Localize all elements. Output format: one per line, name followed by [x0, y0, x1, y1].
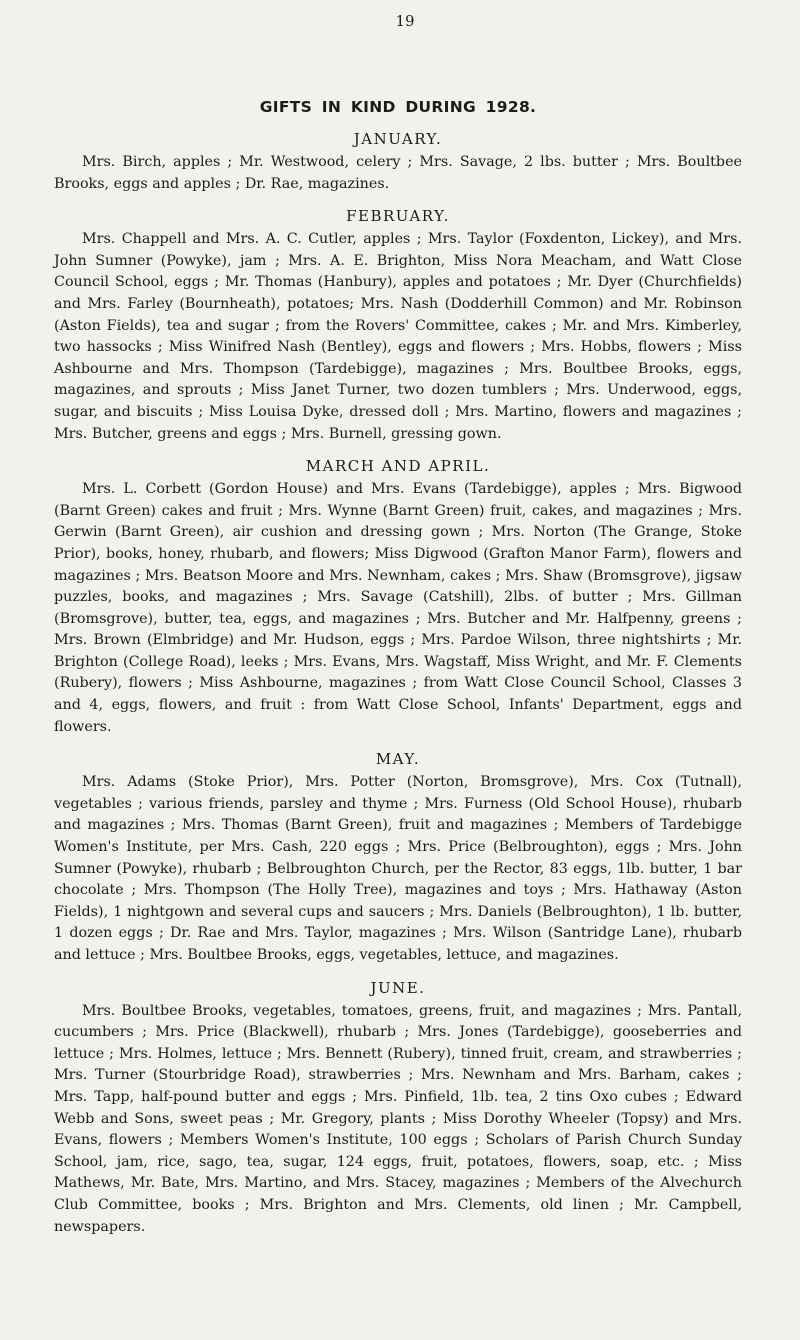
section-paragraph: Mrs. Boultbee Brooks, vegetables, tomatoes, greens, fruit, and magazines ; Mrs. Pantall, cucumbers ; Mrs. Price (Blackwell), rhubarb ; Mrs. Jones (Tardebigge), gooseberries and lettuce ; Mrs. Holmes, lettuce ; Mrs. Bennett (Rubery), tinned fruit, cream, and strawberries ; Mrs. Turner (Stourbridge Road), strawberries ; Mrs. Newnham and Mrs. Barham, cakes ; Mrs. Tapp, half-pound butter and eggs ; Mrs. Pinfield, 1lb. tea, 2 tins Oxo cubes ; Edward Webb and Sons, sweet peas ; Mr. Gregory, plants ; Miss Dorothy Wheeler (Topsy) and Mrs. Evans, flowers ; Members Women's Institute, 100 eggs ; Scholars of Parish Church Sunday School, jam, rice, sago, tea, sugar, 124 eggs, fruit, potatoes, flowers, soap, etc. ; Miss Mathews, Mr. Bate, Mrs. Martino, and Mrs. Stacey, magazines ; Members of the Alvechurch Club Committee, books ; Mrs. Brighton and Mrs. Clements, old linen ; Mr. Campbell, newspapers. [54, 1002, 742, 1235]
section-heading: MAY. [375, 750, 421, 769]
section-paragraph: Mrs. Birch, apples ; Mr. Westwood, celery ; Mrs. Savage, 2 lbs. butter ; Mrs. Boultbee Brooks, eggs and apples ; Dr. Rae, magazines. [54, 154, 742, 192]
page-number: 19 [395, 12, 415, 30]
section-heading: FEBRUARY. [346, 207, 450, 226]
section-heading: MARCH AND APRIL. [305, 457, 491, 476]
section-paragraph: Mrs. Chappell and Mrs. A. C. Cutler, apples ; Mrs. Taylor (Foxdenton, Lickey), and Mrs. John Sumner (Powyke), jam ; Mrs. A. E. Brighton, Miss Nora Meacham, and Watt Close Council School, eggs ; Mr. Thomas (Hanbury), apples and potatoes ; Mr. Dyer (Churchfields) and Mrs. Farley (Bournheath), potatoes; Mrs. Nash (Dodderhill Common) and Mr. Robinson (Aston Fields), tea and sugar ; from the Rovers' Committee, cakes ; Mr. and Mrs. Kimberley, two hassocks ; Miss Winifred Nash (Bentley), eggs and flowers ; Mrs. Hobbs, flowers ; Miss Ashbourne and Mrs. Thompson (Tardebigge), magazines ; Mrs. Boultbee Brooks, eggs, magazines, and sprouts ; Miss Janet Turner, two dozen tumblers ; Mrs. Underwood, eggs, sugar, and biscuits ; Miss Louisa Dyke, dressed doll ; Mrs. Martino, flowers and magazines ; Mrs. Butcher, greens and eggs ; Mrs. Burnell, gressing gown. [54, 231, 742, 442]
section-heading: JUNE. [370, 978, 426, 997]
section-paragraph: Mrs. L. Corbett (Gordon House) and Mrs. Evans (Tardebigge), apples ; Mrs. Bigwood (Barnt Green) cakes and fruit ; Mrs. Wynne (Barnt Green) fruit, cakes, and magazines ; Mrs. Gerwin (Barnt Green), air cushion and dressing gown ; Mrs. Norton (The Grange, Stoke Prior), books, honey, rhubarb, and flowers; Miss Digwood (Grafton Manor Farm), flowers and magazines ; Mrs. Beatson Moore and Mrs. Newnham, cakes ; Mrs. Shaw (Bromsgrove), jigsaw puzzles, books, and magazines ; Mrs. Savage (Catshill), 2lbs. of butter ; Mrs. Gillman (Bromsgrove), butter, tea, eggs, and magazines ; Mrs. Butcher and Mr. Halfpenny, greens ; Mrs. Brown (Elmbridge) and Mr. Hudson, eggs ; Mrs. Pardoe Wilson, three nightshirts ; Mr. Brighton (College Road), leeks ; Mrs. Evans, Mrs. Wagstaff, Miss Wright, and Mr. F. Clements (Rubery), flowers ; Miss Ashbourne, magazines ; from Watt Close Council School, Classes 3 and 4, eggs, flowers, and fruit : from Watt Close School, Infants' Department, eggs and flowers. [54, 481, 742, 735]
section-june [54, 979, 742, 1239]
section-paragraph: Mrs. Adams (Stoke Prior), Mrs. Potter (Norton, Bromsgrove), Mrs. Cox (Tutnall), vegetables ; various friends, parsley and thyme ; Mrs. Furness (Old School House), rhubarb and magazines ; Mrs. Thomas (Barnt Green), fruit and magazines ; Members of Tardebigge Women's Institute, per Mrs. Cash, 220 eggs ; Mrs. Price (Belbroughton), eggs ; Mrs. John Sumner (Powyke), rhubarb ; Belbroughton Church, per the Rector, 83 eggs, 1lb. butter, 1 bar chocolate ; Mrs. Thompson (The Holly Tree), magazines and toys ; Mrs. Hathaway (Aston Fields), 1 nightgown and several cups and saucers ; Mrs. Daniels (Belbroughton), 1 lb. butter, 1 dozen eggs ; Dr. Rae and Mrs. Taylor, magazines ; Mrs. Wilson (Santridge Lane), rhubarb and lettuce ; Mrs. Boultbee Brooks, eggs, vegetables, lettuce, and magazines. [54, 774, 742, 963]
section-heading: JANUARY. [353, 130, 443, 148]
section-january [54, 130, 742, 195]
section-march-april [54, 457, 742, 738]
section-february [54, 207, 742, 445]
section-may [54, 750, 742, 966]
document-title: GIFTS IN KIND DURING 1928. [259, 98, 537, 116]
